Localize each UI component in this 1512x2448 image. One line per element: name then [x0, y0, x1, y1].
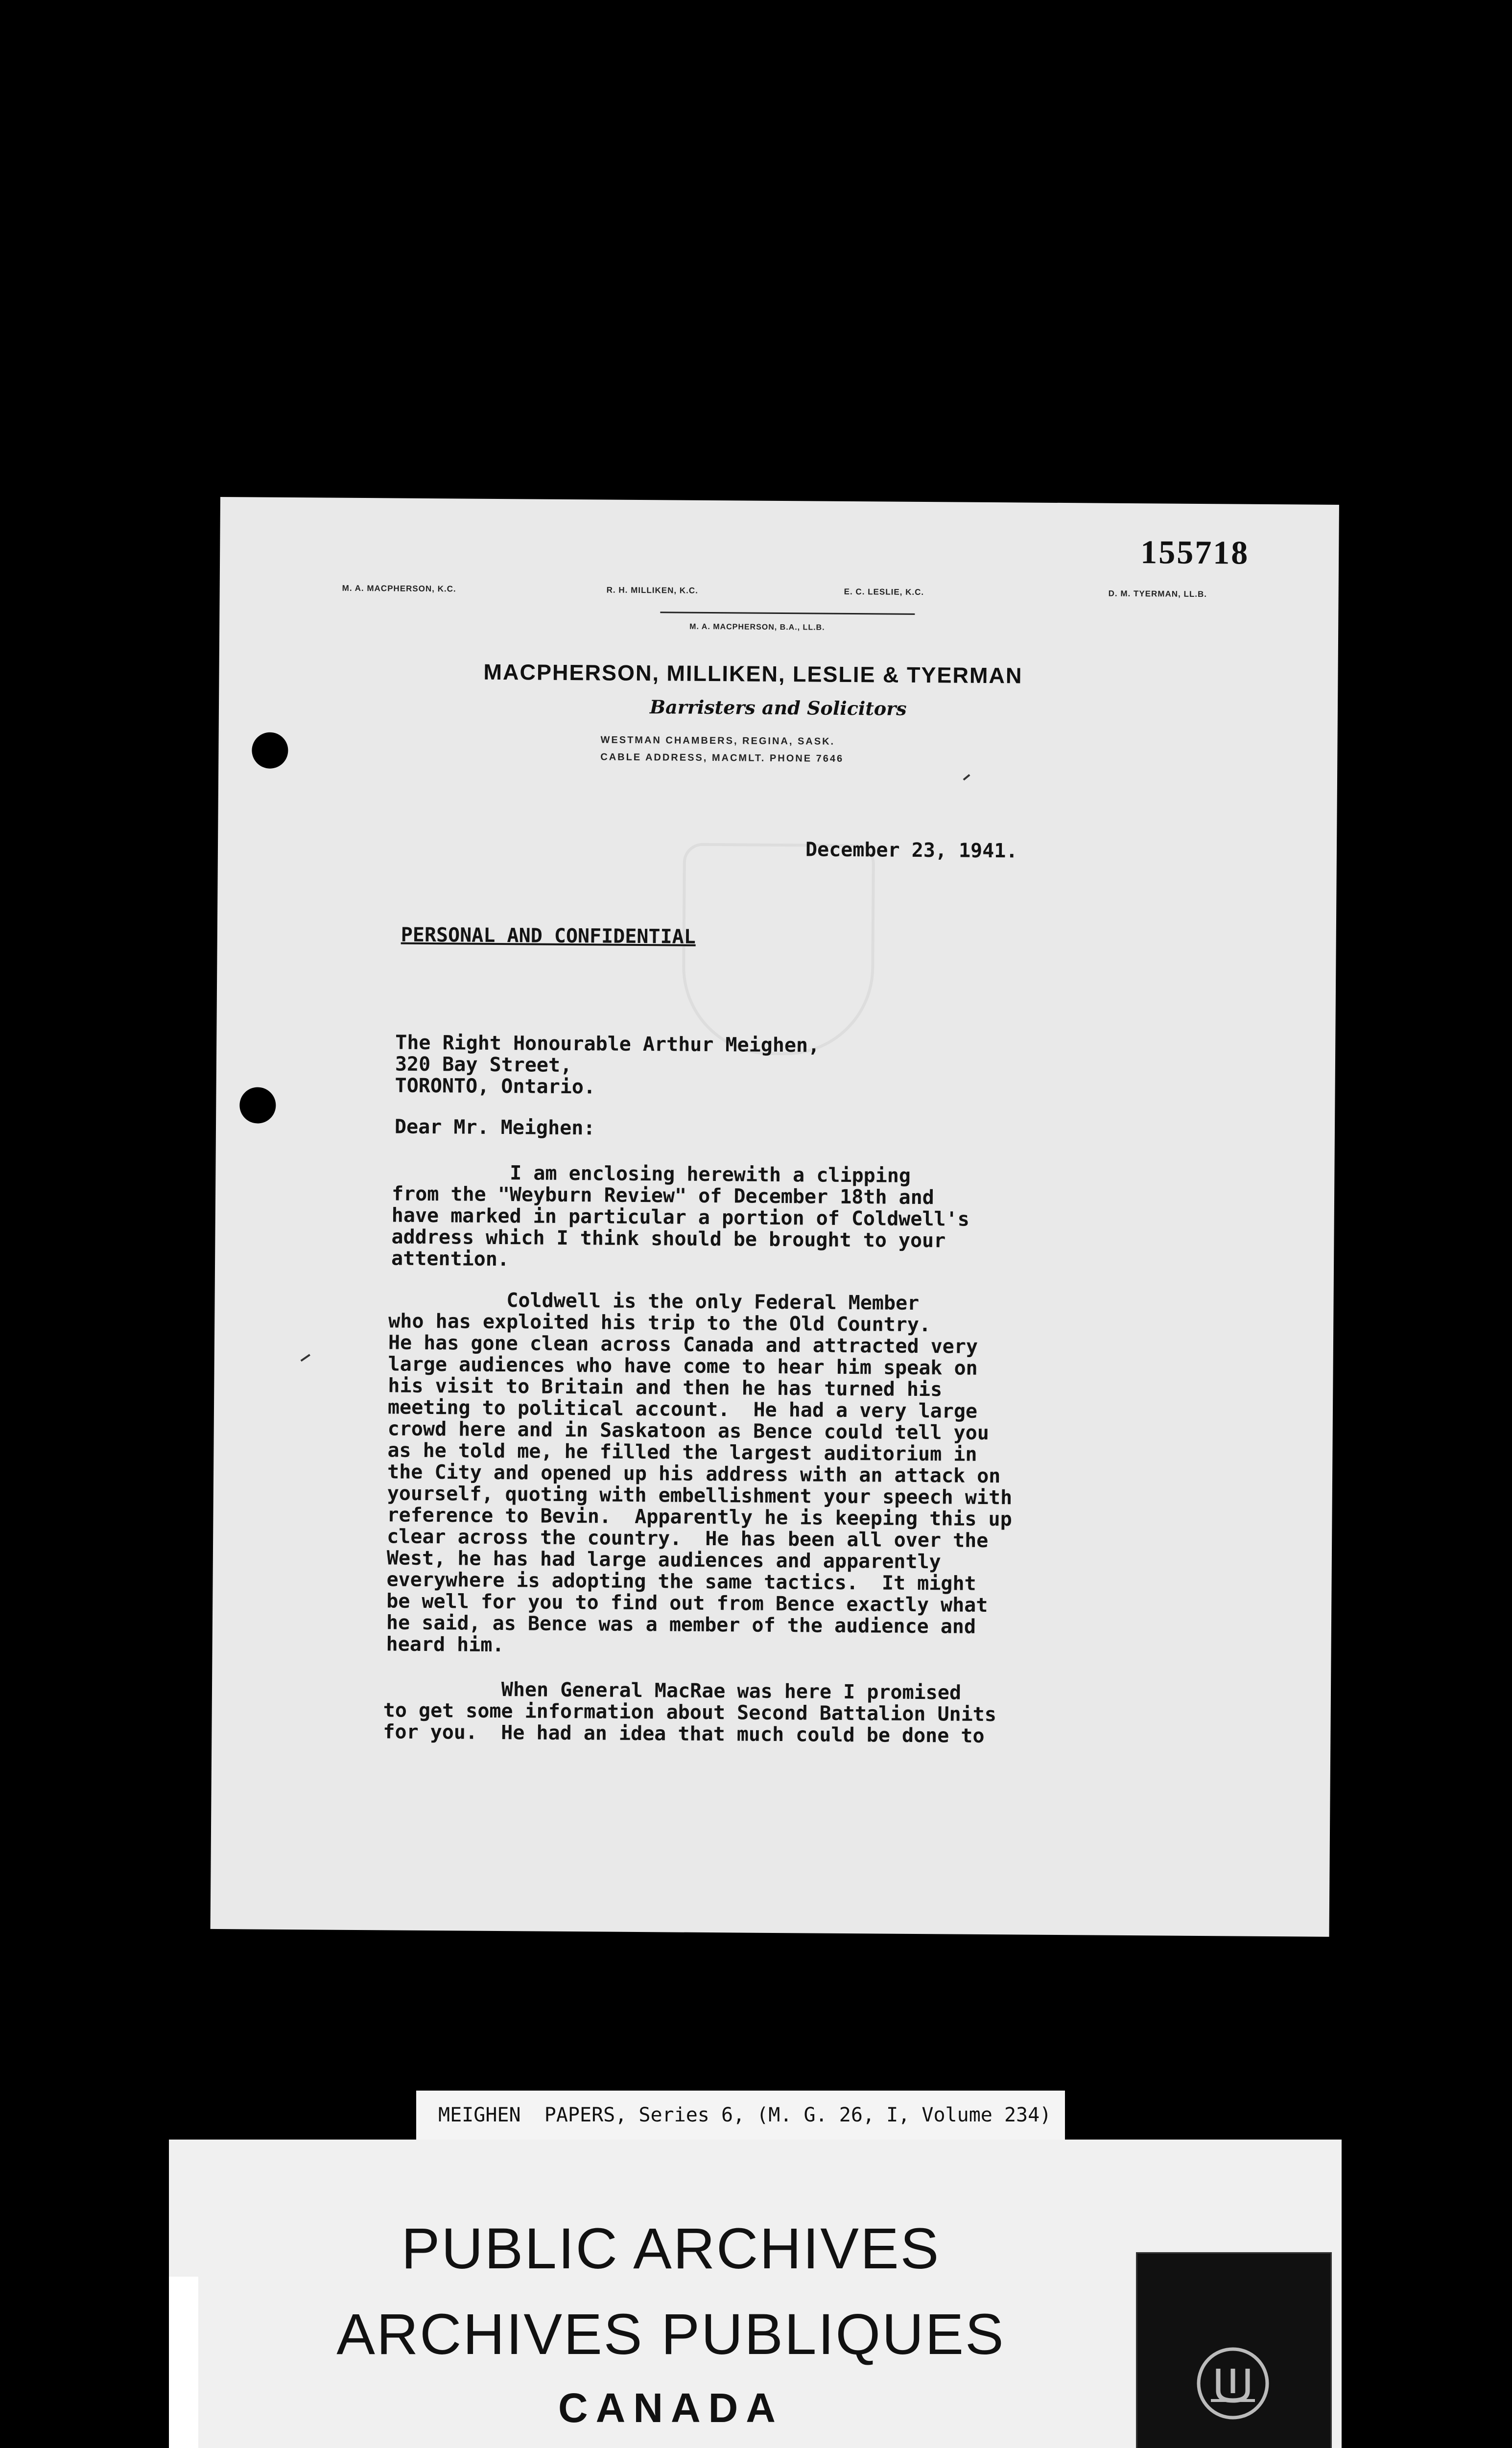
junior-partner-name: M. A. MACPHERSON, B.A., LL.B. [689, 622, 825, 632]
firm-name: MACPHERSON, MILLIKEN, LESLIE & TYERMAN [483, 659, 1023, 688]
punch-hole-bottom [239, 1087, 276, 1124]
body-line: his visit to Britain and then he has turned his [388, 1374, 943, 1401]
body-line: reference to Bevin. Apparently he is keeping this up [387, 1504, 1012, 1531]
body-line: who has exploited his trip to the Old Country. [388, 1310, 931, 1337]
firm-address: WESTMAN CHAMBERS, REGINA, SASK. [600, 734, 835, 747]
watermark-stamp [682, 843, 875, 1056]
letter-subject: PERSONAL AND CONFIDENTIAL [401, 923, 696, 948]
body-line: large audiences who have come to hear him speak on [388, 1353, 978, 1380]
pen-mark [963, 774, 970, 780]
letter-sheet [211, 497, 1339, 1937]
archive-emblem-icon [1191, 2342, 1275, 2425]
body-line: yourself, quoting with embellishment your speech with [387, 1482, 1013, 1509]
body-line: heard him. [386, 1633, 504, 1657]
body-line: as he told me, he filled the largest auditorium in [387, 1439, 977, 1466]
archive-card [169, 2140, 1342, 2448]
archive-country: CANADA [558, 2385, 783, 2431]
body-line: Coldwell is the only Federal Member [388, 1288, 920, 1315]
body-line: be well for you to find out from Bence exactly what [386, 1590, 988, 1617]
body-line: meeting to political account. He had a very large [387, 1396, 978, 1423]
archive-title-en: PUBLIC ARCHIVES [401, 2216, 941, 2281]
pen-mark [301, 1354, 310, 1362]
archive-title-fr: ARCHIVES PUBLIQUES [336, 2302, 1005, 2367]
partner-name: M. A. MACPHERSON, K.C. [342, 583, 456, 594]
salutation: Dear Mr. Meighen: [394, 1115, 595, 1140]
body-line: everywhere is adopting the same tactics. It might [386, 1568, 976, 1595]
partner-name: E. C. LESLIE, K.C. [844, 587, 924, 597]
letterhead-divider [660, 612, 915, 615]
archive-logo-block [1136, 2252, 1332, 2448]
body-line: I am enclosing herewith a clipping [392, 1161, 911, 1187]
body-line: the City and opened up his address with an attack on [387, 1460, 1001, 1488]
archive-reference-label: MEIGHEN PAPERS, Series 6, (M. G. 26, I, Volume 234) [416, 2091, 1065, 2140]
letter-date: December 23, 1941. [805, 838, 1018, 863]
body-line: When General MacRae was here I promised [383, 1677, 962, 1704]
body-line: he said, as Bence was a member of the audience and [386, 1611, 976, 1638]
body-line: He has gone clean across Canada and attracted very [388, 1331, 978, 1358]
body-line: from the "Weyburn Review" of December 18th and [391, 1182, 934, 1209]
firm-tagline: Barristers and Solicitors [649, 696, 907, 720]
recipient-line: The Right Honourable Arthur Meighen, [395, 1031, 820, 1057]
body-line: West, he has had large audiences and apparently [386, 1547, 941, 1574]
recipient-line: TORONTO, Ontario. [395, 1074, 596, 1099]
partner-name: R. H. MILLIKEN, K.C. [606, 585, 698, 595]
document-number: 155718 [1140, 533, 1250, 571]
body-line: clear across the country. He has been all over the [387, 1525, 989, 1553]
body-line: crowd here and in Saskatoon as Bence could tell you [387, 1417, 990, 1445]
recipient-line: 320 Bay Street, [395, 1053, 572, 1077]
body-line: to get some information about Second Battalion Units [383, 1699, 997, 1726]
firm-cable-address: CABLE ADDRESS, MACMLT. PHONE 7646 [600, 752, 844, 764]
body-line: address which I think should be brought to your [391, 1225, 946, 1252]
body-line: attention. [391, 1247, 510, 1271]
punch-hole-top [252, 732, 288, 769]
partner-name: D. M. TYERMAN, LL.B. [1108, 588, 1207, 599]
body-line: for you. He had an idea that much could be done to [383, 1720, 985, 1747]
body-line: have marked in particular a portion of Coldwell's [391, 1204, 969, 1231]
